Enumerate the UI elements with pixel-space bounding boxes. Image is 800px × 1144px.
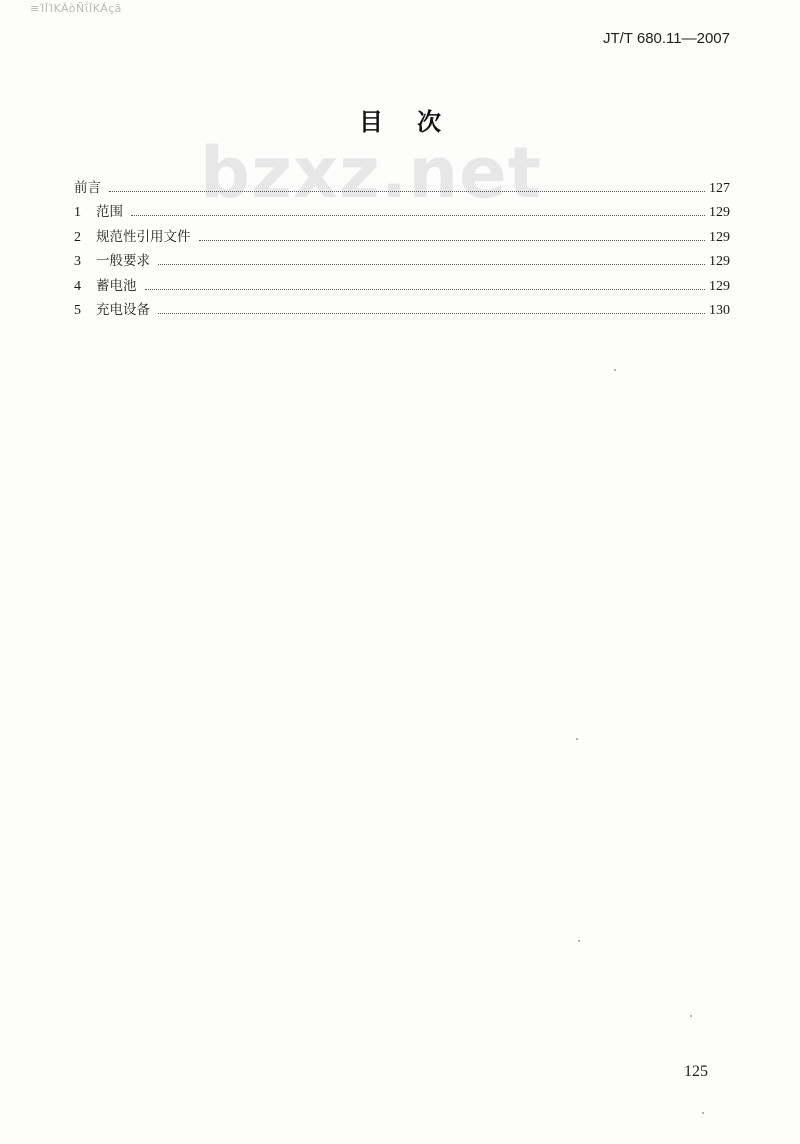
- toc-entry-label: 规范性引用文件: [96, 228, 191, 245]
- scan-speck: [702, 1112, 704, 1114]
- toc-entry-label: 一般要求: [96, 253, 150, 270]
- toc-entry-label: 前言: [74, 180, 101, 196]
- scan-speck: [690, 1015, 692, 1017]
- toc-leader-dots: [158, 313, 705, 314]
- watermark: bzxz.net: [200, 132, 543, 214]
- toc-entry-scope[interactable]: [74, 200, 730, 224]
- scan-header-stamp: ≡ΊΪΊKÁòÑΐΪKÁçã: [30, 2, 122, 15]
- scan-speck: [614, 369, 616, 371]
- page-number: 125: [684, 1063, 708, 1080]
- toc-leader-dots: [158, 264, 705, 265]
- toc-entry-label: 范围: [96, 204, 123, 221]
- toc-entry-page: 127: [709, 181, 730, 196]
- toc-entry-page: 130: [709, 302, 730, 318]
- scan-speck: [576, 738, 578, 740]
- toc-entry-charging-equipment[interactable]: [74, 298, 730, 322]
- toc-entry-number: 5: [74, 302, 81, 318]
- scan-speck: [578, 940, 580, 942]
- toc-entry-number: 1: [74, 205, 81, 221]
- toc-entry-page: 129: [709, 229, 730, 245]
- toc-entry-foreword[interactable]: [74, 176, 730, 200]
- toc-entry-page: 129: [709, 278, 730, 294]
- toc-entry-page: 129: [709, 254, 730, 270]
- toc-entry-label: 蓄电池: [96, 277, 137, 294]
- toc-leader-dots: [145, 289, 706, 290]
- toc-entry-general-requirements[interactable]: [74, 249, 730, 273]
- toc-entry-number: 4: [74, 278, 81, 294]
- toc-entry-number: 2: [74, 229, 81, 245]
- toc-leader-dots: [131, 215, 705, 216]
- toc-leader-dots: [199, 240, 706, 241]
- toc-leader-dots: [109, 191, 705, 192]
- toc-entry-label: 充电设备: [96, 301, 150, 318]
- toc-entry-number: 3: [74, 254, 81, 270]
- page-title: 目次: [359, 108, 475, 136]
- toc-entry-page: 129: [709, 205, 730, 221]
- toc-entry-normative-references[interactable]: [74, 225, 730, 249]
- table-of-contents: [74, 176, 730, 322]
- toc-entry-battery[interactable]: [74, 274, 730, 298]
- standard-number: JT/T 680.11—2007: [602, 30, 730, 47]
